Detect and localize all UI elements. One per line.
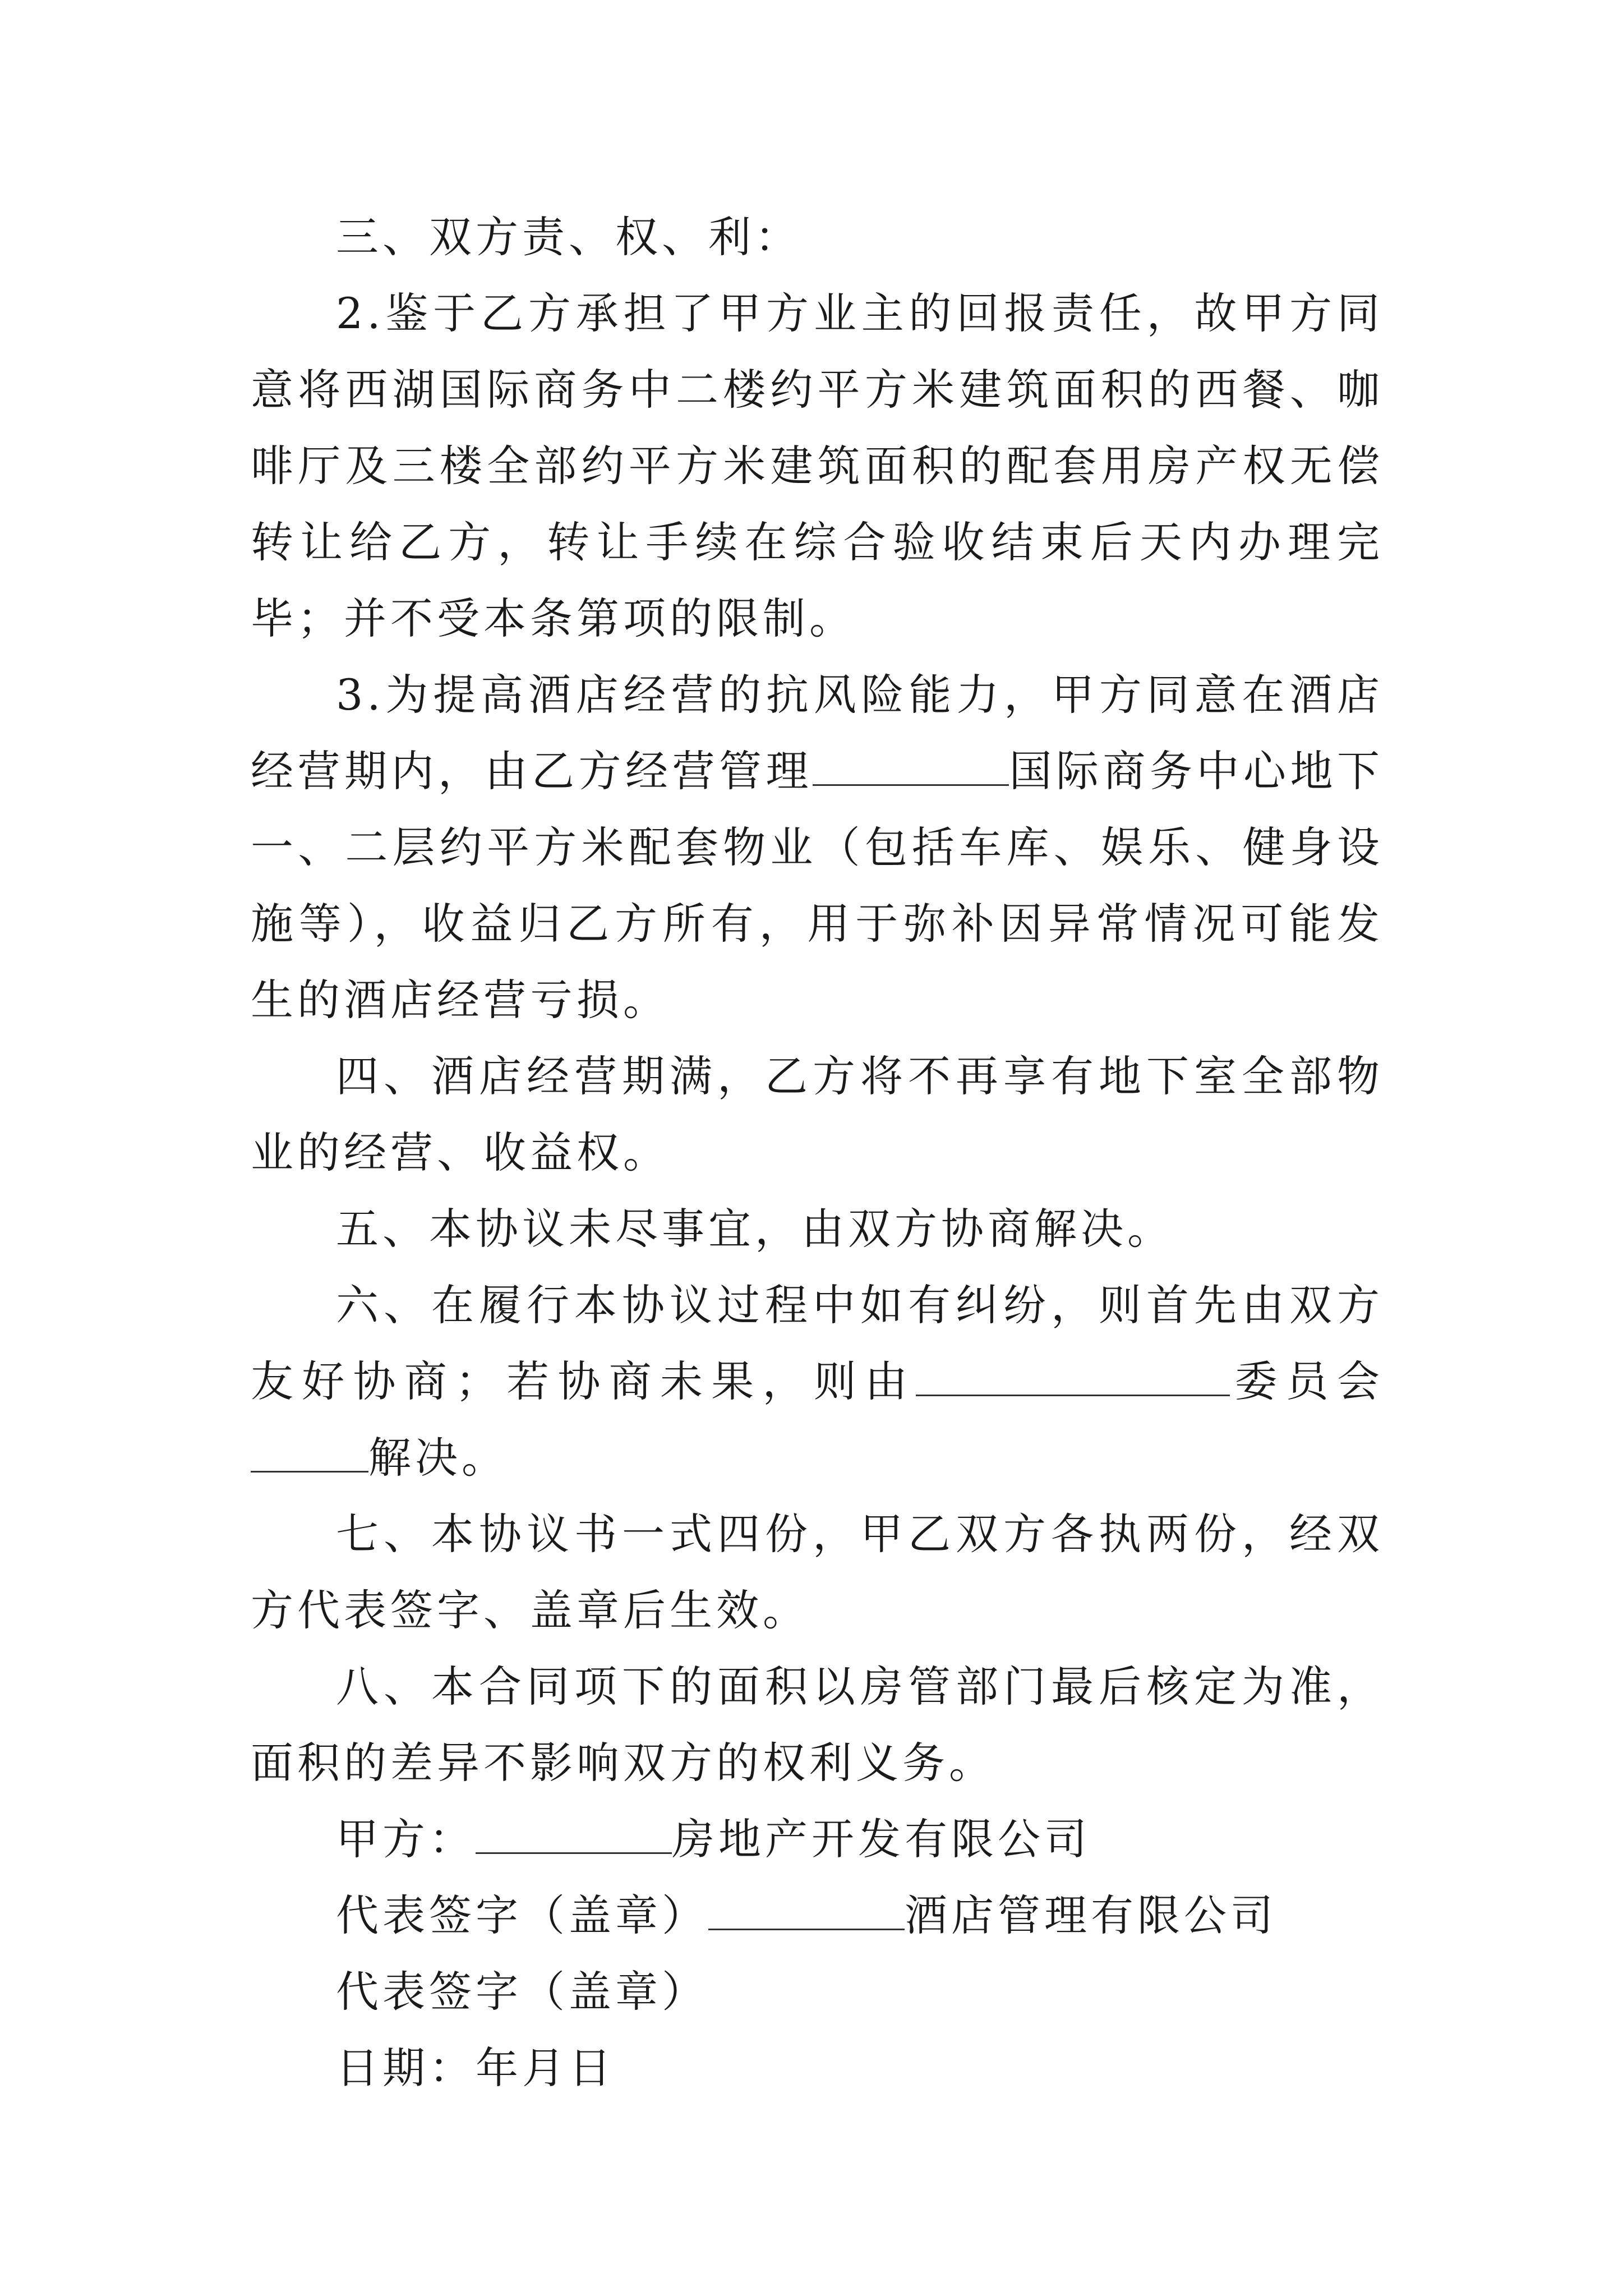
party-a-line bbox=[251, 1801, 1384, 1878]
date-line: 日期：年月日 bbox=[336, 2043, 615, 2093]
party-b-company: 酒店管理有限公司 bbox=[905, 1890, 1277, 1940]
contract-body bbox=[251, 199, 1384, 2106]
section-6-text-c: 解决。 bbox=[368, 1433, 508, 1483]
section-4: 四、酒店经营期满，乙方将不再享有地下室全部物业的经营、收益权。 bbox=[251, 1051, 1384, 1177]
party-b-line bbox=[251, 1878, 1384, 1954]
party-a-company: 房地产开发有限公司 bbox=[672, 1814, 1091, 1864]
rep-sign-label: 代表签字（盖章） bbox=[336, 1890, 708, 1940]
clause-3 bbox=[251, 657, 1384, 1038]
section-6 bbox=[251, 1267, 1384, 1496]
section-8: 八、本合同项下的面积以房管部门最后核定为准，面积的差异不影响双方的权利义务。 bbox=[251, 1662, 1384, 1788]
section-7: 七、本协议书一式四份，甲乙双方各执两份，经双方代表签字、盖章后生效。 bbox=[251, 1509, 1384, 1635]
section-5: 五、本协议未尽事宜，由双方协商解决。 bbox=[336, 1204, 1174, 1254]
blank-line bbox=[916, 1356, 1230, 1396]
clause-2: 2.鉴于乙方承担了甲方业主的回报责任，故甲方同意将西湖国际商务中二楼约平方米建筑面积的西餐、咖啡厅及三楼全部约平方米建筑面积的配套用房产权无偿转让给乙方，转让手续在综合验收结束后天内办理完毕；并不受本条第项的限制。 bbox=[251, 288, 1384, 643]
section-6-text-b: 委员会 bbox=[1230, 1356, 1384, 1406]
clause-3-text-a: 3.为提高酒店经营的抗风险能力，甲方同意在酒店经营期内，由乙方经营管理 bbox=[251, 670, 1384, 796]
blank-line bbox=[251, 1433, 368, 1473]
rep-sign-line: 代表签字（盖章） bbox=[336, 1967, 708, 2017]
clause-3-text-b: 国际商务中心地下一、二层约平方米配套物业（包括车库、娱乐、健身设施等），收益归乙方所有，用于弥补因异常情况可能发生的酒店经营亏损。 bbox=[251, 746, 1384, 1025]
party-a-label: 甲方： bbox=[336, 1814, 476, 1864]
blank-line bbox=[708, 1890, 905, 1930]
section-6-text-a: 六、在履行本协议过程中如有纠纷，则首先由双方友好协商；若协商未果，则由 bbox=[251, 1280, 1384, 1406]
blank-line bbox=[476, 1814, 672, 1854]
section3-heading: 三、双方责、权、利： bbox=[336, 212, 801, 262]
blank-line bbox=[813, 746, 1009, 786]
